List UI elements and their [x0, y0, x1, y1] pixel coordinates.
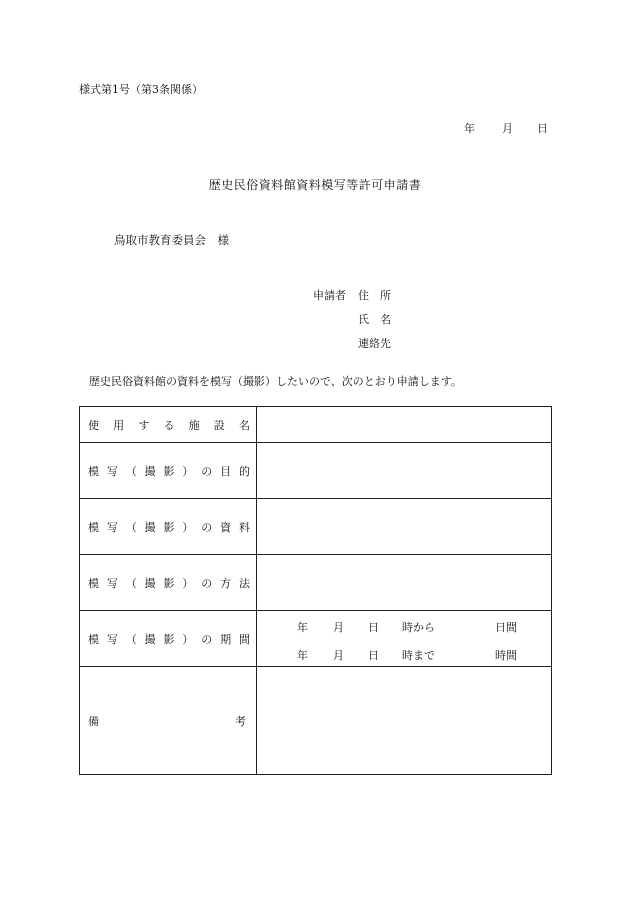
period-days-unit: 日間 [495, 621, 517, 634]
label-char: 使 [88, 418, 99, 432]
label-char: 期 [220, 632, 232, 646]
period-end-time: 時まで [402, 649, 435, 662]
table-row-facility [80, 407, 552, 443]
label-char: 方 [220, 576, 232, 590]
label-char: 影 [163, 520, 175, 534]
date-day-label: 日 [537, 122, 548, 135]
label-char: の [201, 632, 213, 646]
label-char: の [201, 576, 213, 590]
period-start-year: 年 [297, 621, 308, 634]
label-char: 写 [106, 576, 118, 590]
label-char: 撮 [144, 632, 156, 646]
period-start-row [257, 619, 551, 633]
period-start-day: 日 [368, 621, 379, 634]
label-char: 名 [238, 418, 250, 432]
period-label [80, 611, 257, 667]
label-char: 撮 [144, 464, 156, 478]
label-char: 模 [88, 632, 99, 646]
purpose-label [80, 443, 257, 499]
facility-name-label [80, 407, 257, 443]
label-chars [88, 631, 250, 647]
method-label [80, 555, 257, 611]
facility-name-field[interactable] [257, 407, 552, 443]
date-year-label: 年 [464, 122, 475, 135]
label-char: 撮 [144, 576, 156, 590]
label-char: ） [182, 464, 194, 478]
label-char: 的 [239, 464, 250, 478]
label-char: す [138, 418, 150, 432]
label-char: 撮 [144, 520, 156, 534]
label-char: 模 [88, 520, 99, 534]
label-char: る [163, 418, 175, 432]
applicant-label: 申請者 [313, 289, 346, 302]
period-end-month: 月 [333, 649, 344, 662]
label-char: 考 [235, 714, 246, 728]
application-form-table [79, 406, 552, 775]
label-char: 備 [88, 714, 99, 728]
label-chars [88, 575, 250, 591]
table-row-remarks [80, 667, 552, 775]
label-char: （ [125, 576, 137, 590]
label-char: 設 [213, 418, 225, 432]
applicant-name-label: 氏 名 [358, 313, 391, 326]
period-field[interactable] [257, 611, 552, 667]
addressee: 鳥取市教育委員会 様 [114, 233, 229, 247]
label-char: （ [125, 464, 137, 478]
label-char: 写 [106, 464, 118, 478]
remarks-field[interactable] [257, 667, 552, 775]
applicant-contact-label: 連絡先 [358, 337, 391, 350]
period-end-day: 日 [368, 649, 379, 662]
label-char: 目 [220, 464, 232, 478]
label-char: 写 [106, 632, 118, 646]
method-field[interactable] [257, 555, 552, 611]
remarks-label [80, 667, 257, 775]
material-label [80, 499, 257, 555]
label-char: 影 [163, 464, 175, 478]
table-row-method [80, 555, 552, 611]
label-char: 影 [163, 632, 175, 646]
label-chars [88, 519, 250, 535]
period-end-year: 年 [297, 649, 308, 662]
period-end-row [257, 647, 551, 661]
material-field[interactable] [257, 499, 552, 555]
label-char: （ [125, 632, 137, 646]
date-month-label: 月 [502, 122, 513, 135]
label-char: 資 [220, 520, 232, 534]
period-start-time: 時から [402, 621, 435, 634]
document-title: 歴史民俗資料館資料模写等許可申請書 [208, 178, 422, 192]
label-char: 料 [239, 520, 250, 534]
label-chars [88, 463, 250, 479]
label-char: 模 [88, 576, 99, 590]
intro-text: 歴史民俗資料館の資料を模写（撮影）したいので、次のとおり申請します。 [89, 375, 462, 388]
label-char: の [201, 520, 213, 534]
label-char: 施 [188, 418, 200, 432]
table-row-material [80, 499, 552, 555]
label-char: ） [182, 632, 194, 646]
label-char: 影 [163, 576, 175, 590]
label-chars [88, 417, 250, 433]
period-hours-unit: 時間 [495, 649, 517, 662]
table-row-period [80, 611, 552, 667]
applicant-address-label: 住 所 [358, 289, 391, 302]
label-char: の [201, 464, 213, 478]
label-char: 用 [113, 418, 125, 432]
remarks-label-chars [88, 713, 250, 729]
label-char: ） [182, 576, 194, 590]
label-char: 写 [106, 520, 118, 534]
purpose-field[interactable] [257, 443, 552, 499]
label-char: 間 [239, 632, 250, 646]
label-char: 法 [239, 576, 250, 590]
period-start-month: 月 [333, 621, 344, 634]
form-number: 様式第1号（第3条関係） [79, 83, 203, 96]
label-char: 模 [88, 464, 99, 478]
label-char: ） [182, 520, 194, 534]
label-char: （ [125, 520, 137, 534]
table-row-purpose [80, 443, 552, 499]
